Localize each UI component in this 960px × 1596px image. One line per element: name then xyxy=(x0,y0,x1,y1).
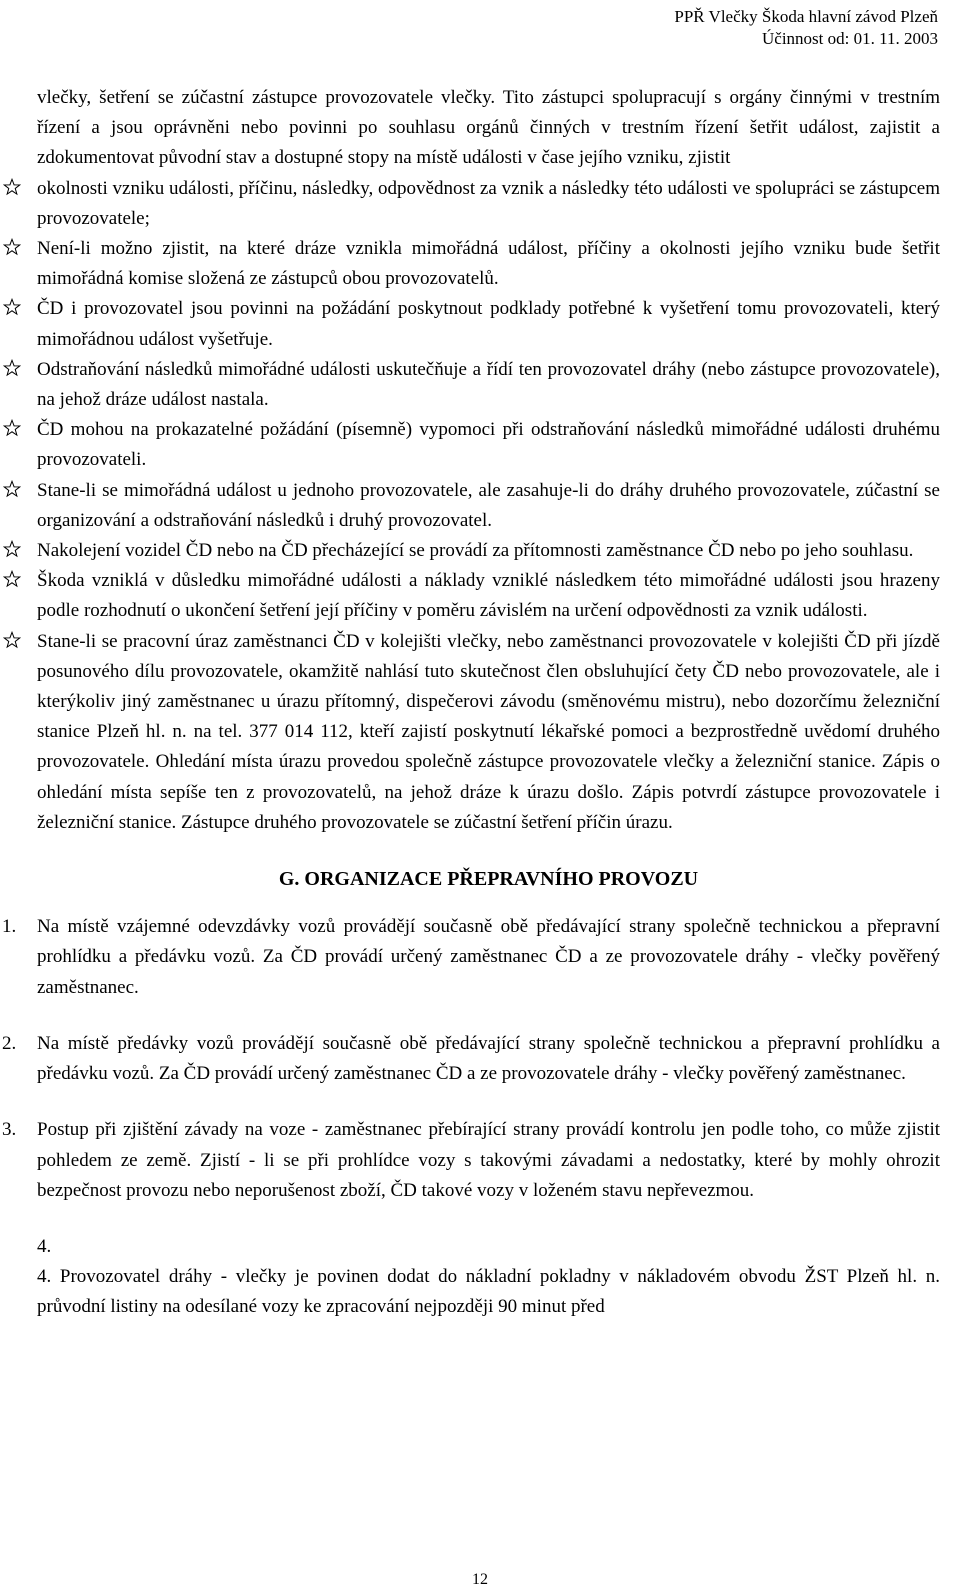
bullet-item xyxy=(37,415,940,475)
intro-paragraph: vlečky, šetření se zúčastní zástupce provozovatele vlečky. Tito zástupci spolupracují s orgány činnými v trestním řízení a jsou oprávněni nebo povinni po souhlasu orgánů činných v trestním řízení šetřit událost, zajistit a zdokumentovat původní stav a dostupné stopy na místě události v čase jejího vzniku, zjistit xyxy=(37,87,940,169)
bullet-item xyxy=(37,294,940,354)
item-number: 2. xyxy=(2,1032,17,1054)
item-text: Na místě vzájemné odevzdávky vozů provádějí současně obě předávající strany společně technickou a přepravní prohlídku a předávku vozů. Za ČD provádí určený zaměstnanec ČD a ze provozovatele dráhy - vlečky pověřený zaměstnanec. xyxy=(37,916,940,998)
star-bullet-icon xyxy=(3,480,21,498)
bullet-item xyxy=(37,476,940,536)
item-4-paragraph: 4. Provozovatel dráhy - vlečky je povinen dodat do nákladní pokladny v nákladovém obvodu ŽST Plzeň hl. n. průvodní listiny na odesílané vozy ke zpracování nejpozději 90 minut před xyxy=(37,1266,940,1318)
star-bullet-icon xyxy=(3,570,21,588)
header-title: PPŘ Vlečky Škoda hlavní závod Plzeň xyxy=(674,7,938,26)
item-text: Na místě předávky vozů provádějí současně obě předávající strany společně technickou a přepravní prohlídku a předávku vozů. Za ČD provádí určený zaměstnanec ČD a ze provozovatele dráhy - vlečky pověřený zaměstnanec. xyxy=(37,1032,940,1085)
star-bullet-icon xyxy=(3,540,21,558)
bullet-text: Není-li možno zjistit, na které dráze vznikla mimořádná událost, příčiny a okolnosti jejího vzniku bude šetřit mimořádná komise složená ze zástupců obou provozovatelů. xyxy=(37,238,940,290)
bullet-text: ČD mohou na prokazatelné požádání (písemně) vypomoci při odstraňování následků mimořádné události druhému provozovateli. xyxy=(37,419,940,471)
bullet-list xyxy=(37,174,940,838)
bullet-item xyxy=(37,234,940,294)
item-text: Postup při zjištění závady na voze - zaměstnanec přebírající strany provádí kontrolu jen podle toho, co může zjistit pohledem ze země. Zjistí - li se při prohlídce vozy s takovými závadami a nedostatky, které by mohly ohrozit bezpečnost provozu nebo neporušenost zboží, ČD takové vozy v loženém stavu nepřevezmou. xyxy=(37,1119,940,1201)
bullet-text: Škoda vzniklá v důsledku mimořádné události a náklady vzniklé následkem této mimořádné události jsou hrazeny podle rozhodnutí o ukončení šetření její příčiny v poměru závislém na určení odpovědnosti za vznik události. xyxy=(37,570,940,622)
star-bullet-icon xyxy=(3,631,21,649)
section-heading: G. ORGANIZACE PŘEPRAVNÍHO PROVOZU xyxy=(278,868,699,891)
star-bullet-icon xyxy=(3,359,21,377)
bullet-item xyxy=(37,355,940,415)
bullet-text: Stane-li se mimořádná událost u jednoho provozovatele, ale zasahuje-li do dráhy druhého provozovatele, zúčastní se organizování a odstraňování následků i druhý provozovatel. xyxy=(37,479,940,531)
star-bullet-icon xyxy=(3,419,21,437)
star-bullet-icon xyxy=(3,178,21,196)
page-header xyxy=(674,6,938,50)
numbered-list xyxy=(2,912,940,1206)
numbered-item xyxy=(2,1029,940,1089)
bullet-item xyxy=(37,627,940,838)
numbered-item xyxy=(2,1115,940,1206)
star-bullet-icon xyxy=(3,238,21,256)
bullet-text: okolnosti vzniku události, příčinu, následky, odpovědnost za vznik a následky této události ve spolupráci se zástupcem provozovatele; xyxy=(37,177,940,229)
bullet-text: Nakolejení vozidel ČD nebo na ČD přecházející se provádí za přítomnosti zaměstnance ČD nebo po jeho souhlasu. xyxy=(37,540,914,562)
bullet-text: Odstraňování následků mimořádné události uskutečňuje a řídí ten provozovatel dráhy (nebo zástupce provozovatele), na jehož dráze událost nastala. xyxy=(37,358,940,411)
bullet-item xyxy=(37,174,940,234)
item-number: 3. xyxy=(2,1119,17,1141)
item-number: 1. xyxy=(2,916,17,938)
bullet-text: Stane-li se pracovní úraz zaměstnanci ČD v kolejišti vlečky, nebo zaměstnanci provozovatele v kolejišti ČD při jízdě posunového dílu provozovatele, okamžitě nahlásí tuto skutečnost člen obsluhující čety ČD nebo provozovatele, ale i kterýkoliv jiný zaměstnanec u úrazu přítomný, dispečerovi závodu (směnovému mistru), nebo dozorčímu železniční stanice Plzeň hl. n. na tel. 377 014 112, kteří zajistí poskytnutí lékařské pomoci a bezprostředně uvědomí druhého provozovatele. Ohledání místa úrazu provedou společně zástupce provozovatele vlečky a železniční stanice. Zápis o ohledání místa sepíše ten z provozovatelů, na jehož dráze k úrazu došlo. Zápis potvrdí zástupce provozovatele i železniční stanice. Zástupce druhého provozovatele se zúčastní šetření příčin úrazu. xyxy=(37,630,940,833)
header-effective-date: Účinnost od: 01. 11. 2003 xyxy=(762,29,938,48)
star-bullet-icon xyxy=(3,298,21,316)
stray-item-number: 4. xyxy=(37,1235,52,1257)
numbered-item xyxy=(2,912,940,1003)
page-number: 12 xyxy=(472,1571,488,1588)
document-body xyxy=(2,83,940,1323)
bullet-item xyxy=(37,536,940,566)
bullet-text: ČD i provozovatel jsou povinni na požádání poskytnout podklady potřebné k vyšetření tomu provozovateli, který mimořádnou událost vyšetřuje. xyxy=(37,298,940,350)
bullet-item xyxy=(37,566,940,626)
